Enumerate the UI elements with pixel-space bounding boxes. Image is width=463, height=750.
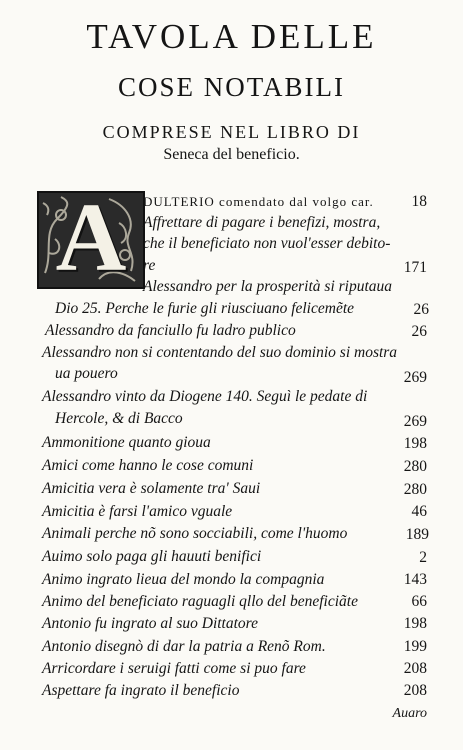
title-line-4: Seneca del beneficio. bbox=[163, 146, 300, 163]
entry-text-17: Auimo solo paga gli hauuti benifici bbox=[42, 548, 262, 565]
entry-page-18: 143 bbox=[403, 571, 427, 588]
entry-text-4: re bbox=[143, 257, 156, 274]
entry-page-23: 208 bbox=[403, 682, 427, 699]
entry-page-6: 26 bbox=[413, 301, 429, 318]
title-line-2: COSE NOTABILI bbox=[117, 72, 346, 102]
entry-text-16: Animali perche nõ sono socciabili, come l'huomo bbox=[42, 525, 348, 542]
entry-text-2: Affrettare di pagare i benefizi, mostra, bbox=[143, 214, 381, 231]
entry-text-13: Amici come hanno le cose comuni bbox=[42, 457, 254, 474]
entry-text-20: Antonio fu ingrato al suo Dittatore bbox=[42, 615, 259, 632]
entry-text-10: Alessandro vinto da Diogene 140. Seguì le pedate di bbox=[42, 388, 368, 405]
entry-page-13: 280 bbox=[403, 458, 427, 475]
entry-page-9: 269 bbox=[403, 369, 427, 386]
catchword: Auaro bbox=[392, 706, 427, 721]
entry-text-11: Hercole, & di Bacco bbox=[55, 410, 183, 427]
entry-page-19: 66 bbox=[411, 593, 427, 610]
entry-page-16: 189 bbox=[405, 526, 429, 543]
entry-text-18: Animo ingrato lieua del mondo la compagnia bbox=[42, 571, 325, 588]
initial-letter: A bbox=[55, 191, 127, 289]
entry-text-19: Animo del beneficiato raguagli qllo del beneficiãte bbox=[42, 593, 358, 610]
entry-page-17: 2 bbox=[419, 549, 427, 566]
entry-text-3: che il beneficiato non vuol'esser debito- bbox=[143, 235, 391, 252]
entry-page-15: 46 bbox=[411, 503, 427, 520]
entry-text-23: Aspettare fa ingrato il beneficio bbox=[42, 682, 240, 699]
entry-text-21: Antonio disegnò di dar la patria a Renõ Rom. bbox=[42, 638, 326, 655]
entry-page-14: 280 bbox=[403, 481, 427, 498]
entry-text-22: Arricordare i seruigi fatti come si puo fare bbox=[42, 660, 306, 677]
entry-page-21: 199 bbox=[403, 638, 427, 655]
entry-page-1: 18 bbox=[411, 193, 427, 210]
entry-text-12: Ammonitione quanto gioua bbox=[42, 434, 211, 451]
entry-text-7: Alessandro da fanciullo fu ladro publico bbox=[45, 322, 296, 339]
entry-page-20: 198 bbox=[403, 615, 427, 632]
entry-text-6: Dio 25. Perche le furie gli riusciuano felicemẽte bbox=[55, 300, 355, 317]
decorated-initial bbox=[37, 191, 145, 289]
entry-page-12: 198 bbox=[403, 435, 427, 452]
entry-text-14: Amicitia vera è solamente tra' Saui bbox=[42, 480, 261, 497]
entry-page-7: 26 bbox=[411, 323, 427, 340]
entry-page-4: 171 bbox=[403, 259, 427, 276]
entry-page-22: 208 bbox=[403, 660, 427, 677]
entry-text-1: DULTERIO comendato dal volgo car. bbox=[143, 194, 374, 209]
entry-text-8: Alessandro non si contentando del suo dominio si mostra bbox=[42, 344, 398, 361]
entry-text-9: ua pouero bbox=[55, 365, 118, 382]
entry-text-5: Alessandro per la prosperità si riputaua bbox=[143, 278, 393, 295]
entry-page-11: 269 bbox=[403, 413, 427, 430]
entry-text-15: Amicitia è farsi l'amico vguale bbox=[42, 503, 233, 520]
title-line-1: TAVOLA DELLE bbox=[86, 17, 377, 56]
title-line-3: COMPRESE NEL LIBRO DI bbox=[102, 122, 361, 142]
